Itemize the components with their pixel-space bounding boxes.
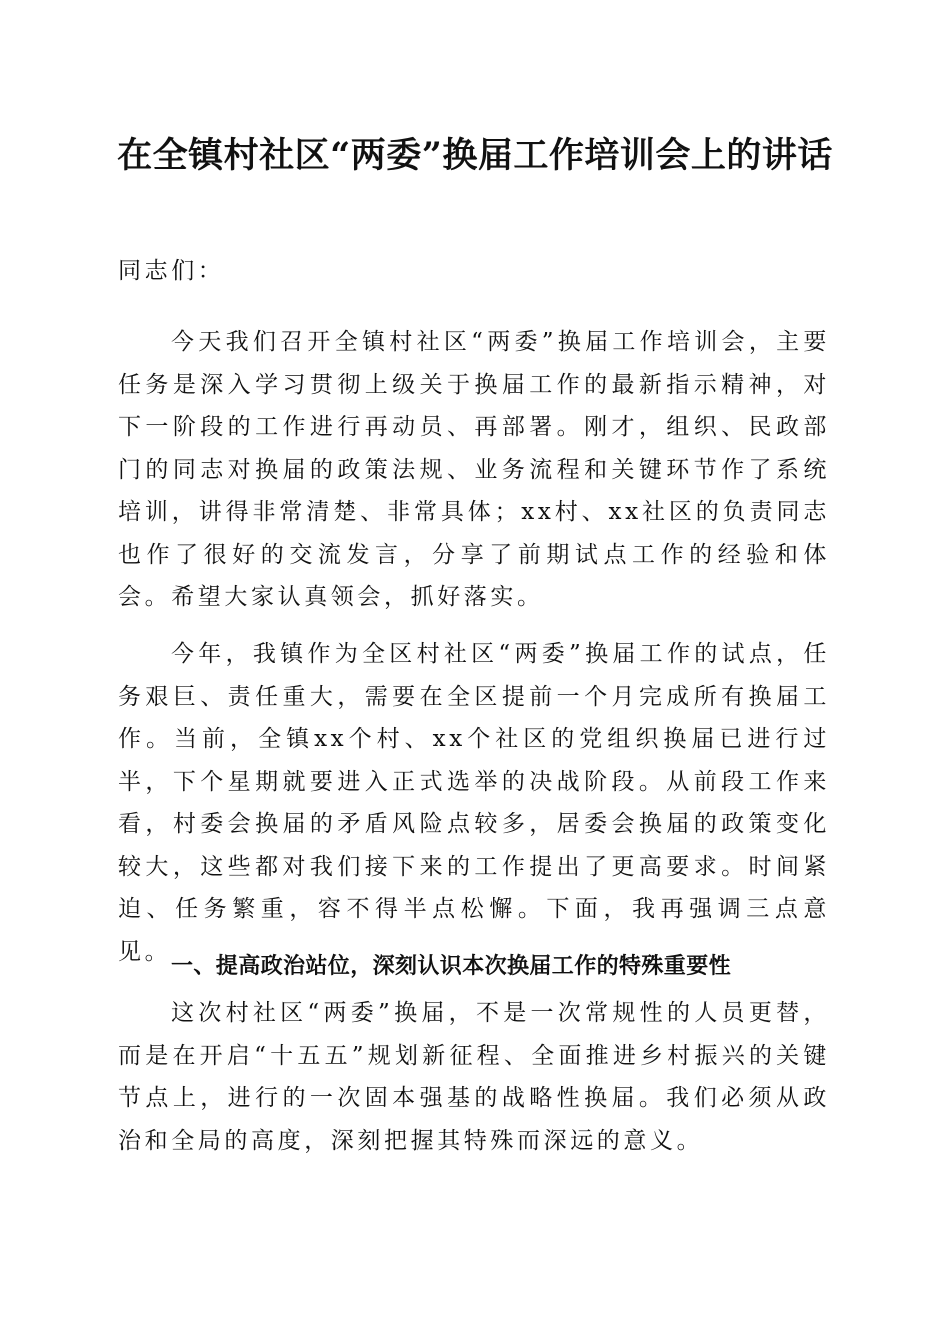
paragraph-2: 今年，我镇作为全区村社区“两委”换届工作的试点，任务艰巨、责任重大，需要在全区提前一个月完成所有换届工作。当前，全镇xx个村、xx个社区的党组织换届已进行过半，下个星期就要进入正式选举的决战阶段。从前段工作来看，村委会换届的矛盾风险点较多，居委会换届的政策变化较大，这些都对我们接下来的工作提出了更高要求。时间紧迫、任务繁重，容不得半点松懈。下面，我再强调三点意见。 [118, 641, 830, 965]
section-heading: 一、提高政治站位，深刻认识本次换届工作的特殊重要性 [171, 954, 732, 979]
paragraph-1: 今天我们召开全镇村社区“两委”换届工作培训会，主要任务是深入学习贯彻上级关于换届工作的最新指示精神，对下一阶段的工作进行再动员、再部署。刚才，组织、民政部门的同志对换届的政策法规、业务流程和关键环节作了系统培训，讲得非常清楚、非常具体；xx村、xx社区的负责同志也作了很好的交流发言，分享了前期试点工作的经验和体会。希望大家认真领会，抓好落实。 [118, 329, 830, 610]
salutation: 同志们： [118, 258, 225, 284]
section-paragraph-1: 这次村社区“两委”换届，不是一次常规性的人员更替，而是在开启“十五五”规划新征程、全面推进乡村振兴的关键节点上，进行的一次固本强基的战略性换届。我们必须从政治和全局的高度，深刻把握其特殊而深远的意义。 [118, 1000, 830, 1154]
document-title: 在全镇村社区“两委”换届工作培训会上的讲话 [117, 135, 833, 176]
